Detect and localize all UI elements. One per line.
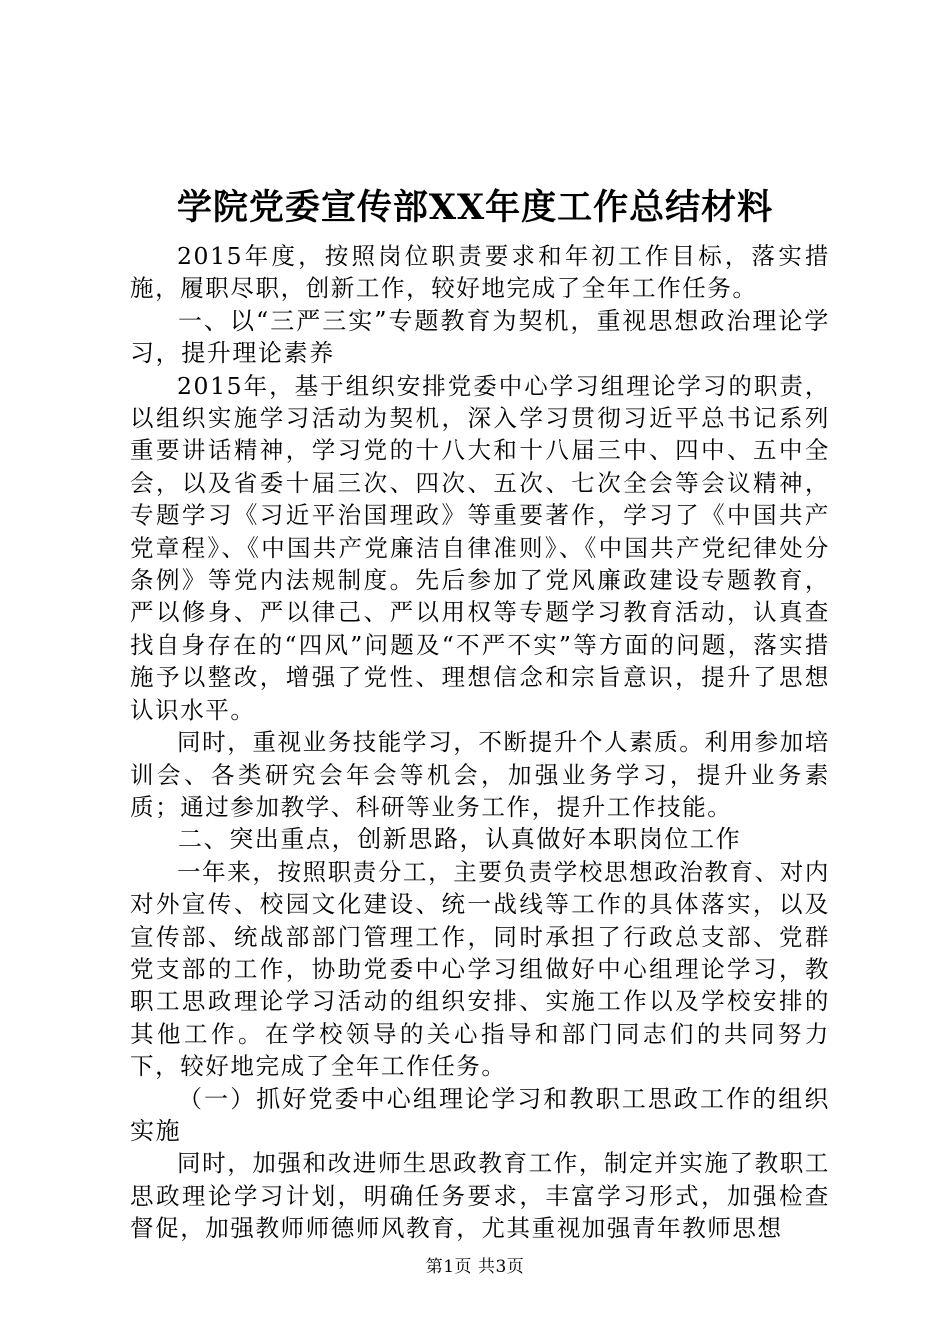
intro-paragraph: 2015年度，按照岗位职责要求和年初工作目标，落实措施，履职尽职，创新工作，较好地完成了全年工作任务。 <box>130 242 830 303</box>
section-1-paragraph-2: 同时，重视业务技能学习，不断提升个人素质。利用参加培训会、各类研究会年会等机会，加强业务学习，提升业务素质；通过参加教学、科研等业务工作，提升工作技能。 <box>130 728 830 821</box>
section-1-paragraph-1: 2015年，基于组织安排党委中心学习组理论学习的职责，以组织实施学习活动为契机，深入学习贯彻习近平总书记系列重要讲话精神，学习党的十八大和十八届三中、四中、五中全会，以及省委十届三次、四次、五次、七次全会等会议精神，专题学习《习近平治国理政》等重要著作，学习了《中国共产党章程》、《中国共产党廉洁自律准则》、《中国共产党纪律处分条例》等党内法规制度。先后参加了党风廉政建设专题教育，严以修身、严以律己、严以用权等专题学习教育活动，认真查找自身存在的“四风”问题及“不严不实”等方面的问题，落实措施予以整改，增强了党性、理想信念和宗旨意识，提升了思想认识水平。 <box>130 371 830 724</box>
document-body <box>130 240 830 1245</box>
subsection-1-paragraph-1: 同时，加强和改进师生思政教育工作，制定并实施了教职工思政理论学习计划，明确任务要求，丰富学习形式，加强检查督促，加强教师师德师风教育，尤其重视加强青年教师思想 <box>130 1149 830 1243</box>
subsection-heading-1: （一）抓好党委中心组理论学习和教职工思政工作的组织实施 <box>130 1084 830 1145</box>
section-2-paragraph-1: 一年来，按照职责分工，主要负责学校思想政治教育、对内对外宣传、校园文化建设、统一战线等工作的具体落实，以及宣传部、统战部部门管理工作，同时承担了行政总支部、党群党支部的工作，协助党委中心学习组做好中心组理论学习，教职工思政理论学习活动的组织安排、实施工作以及学校安排的其他工作。在学校领导的关心指导和部门同志们的共同努力下，较好地完成了全年工作任务。 <box>130 857 830 1081</box>
section-heading-2: 二、突出重点，创新思路，认真做好本职岗位工作 <box>178 825 742 854</box>
section-heading-1: 一、以“三严三实”专题教育为契机，重视思想政治理论学习，提升理论素养 <box>130 306 830 368</box>
page-footer: 第1页 共3页 <box>425 1257 525 1277</box>
document-title: 学院党委宣传部XX年度工作总结材料 <box>176 187 774 228</box>
